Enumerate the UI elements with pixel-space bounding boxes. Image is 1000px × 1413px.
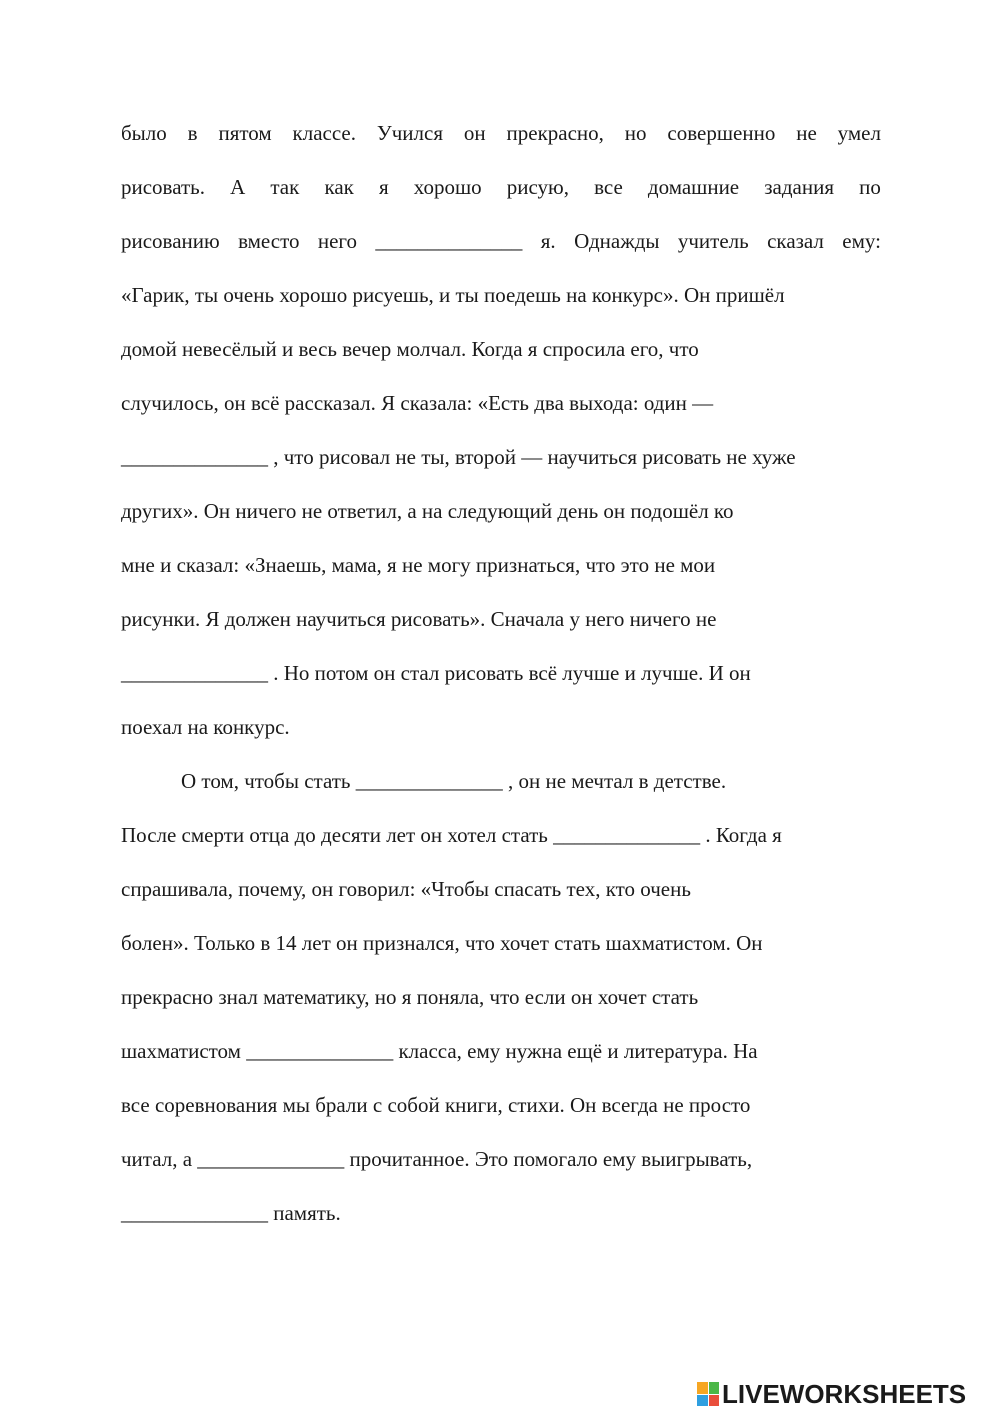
word: все (594, 175, 623, 199)
word: задания (764, 175, 834, 199)
text-line-18-with-blank[interactable]: шахматистом ______________ класса, ему нужна ещё и литература. На (121, 1039, 758, 1063)
text-line-1 (121, 106, 881, 160)
worksheet-text (121, 106, 881, 1240)
text-line-2 (121, 160, 881, 214)
word: как (324, 175, 354, 199)
text-line-10: рисунки. Я должен научиться рисовать». Сначала у него ничего не (121, 607, 717, 631)
word: он (463, 121, 486, 145)
word: пятом (218, 121, 272, 145)
text-line-19: все соревнования мы брали с собой книги, стихи. Он всегда не просто (121, 1093, 751, 1117)
word: я (378, 175, 389, 199)
text-line-8: других». Он ничего не ответил, а на следующий день он подошёл ко (121, 499, 734, 523)
word: ему: (842, 229, 881, 253)
word: но (624, 121, 647, 145)
text-line-17: прекрасно знал математику, но я поняла, что если он хочет стать (121, 985, 699, 1009)
text-line-7-with-blank[interactable]: ______________ , что рисовал не ты, второй — научиться рисовать не хуже (121, 445, 796, 469)
word: в (187, 121, 198, 145)
text-line-4: «Гарик, ты очень хорошо рисуешь, и ты поедешь на конкурс». Он пришёл (121, 283, 785, 307)
word: совершенно (667, 121, 776, 145)
logo-square-4 (709, 1395, 720, 1407)
word: не (796, 121, 817, 145)
logo-square-1 (697, 1382, 708, 1394)
text-line-9: мне и сказал: «Знаешь, мама, я не могу признаться, что это не мои (121, 553, 716, 577)
word: классе. (292, 121, 356, 145)
liveworksheets-logo (697, 1377, 966, 1411)
word: прекрасно, (506, 121, 604, 145)
word: рисовать. (121, 175, 205, 199)
text-line-21-with-blank[interactable]: ______________ память. (121, 1201, 341, 1225)
logo-square-2 (709, 1382, 720, 1394)
text-line-16: болен». Только в 14 лет он признался, что хочет стать шахматистом. Он (121, 931, 763, 955)
word: по (859, 175, 881, 199)
word: я. (540, 229, 556, 253)
answer-blank-1[interactable]: ______________ (375, 229, 523, 253)
word: сказал (767, 229, 824, 253)
word: Учился (376, 121, 444, 145)
text-line-3 (121, 214, 881, 268)
text-line-11-with-blank[interactable]: ______________ . Но потом он стал рисовать всё лучше и лучше. И он (121, 661, 751, 685)
word: умел (837, 121, 881, 145)
word: хорошо (413, 175, 482, 199)
word: домашние (647, 175, 740, 199)
word: рисую, (506, 175, 569, 199)
text-line-14-with-blank[interactable]: После смерти отца до десяти лет он хотел стать ______________ . Когда я (121, 823, 782, 847)
word: вместо (238, 229, 300, 253)
logo-square-3 (697, 1395, 708, 1407)
text-line-13-with-blank[interactable]: О том, чтобы стать ______________ , он не мечтал в детстве. (181, 769, 727, 793)
word: него (317, 229, 358, 253)
text-line-12: поехал на конкурс. (121, 715, 290, 739)
text-line-20-with-blank[interactable]: читал, а ______________ прочитанное. Это помогало ему выигрывать, (121, 1147, 753, 1171)
word: было (121, 121, 167, 145)
liveworksheets-logo-icon (697, 1382, 719, 1406)
word: А (230, 175, 246, 199)
text-line-6: случилось, он всё рассказал. Я сказала: «Есть два выхода: один — (121, 391, 714, 415)
word: так (270, 175, 300, 199)
logo-text: LIVEWORKSHEETS (722, 1378, 967, 1409)
text-line-15: спрашивала, почему, он говорил: «Чтобы спасать тех, кто очень (121, 877, 691, 901)
word: рисованию (121, 229, 220, 253)
word: Однажды (574, 229, 660, 253)
word: учитель (677, 229, 749, 253)
text-line-5: домой невесёлый и весь вечер молчал. Когда я спросила его, что (121, 337, 699, 361)
